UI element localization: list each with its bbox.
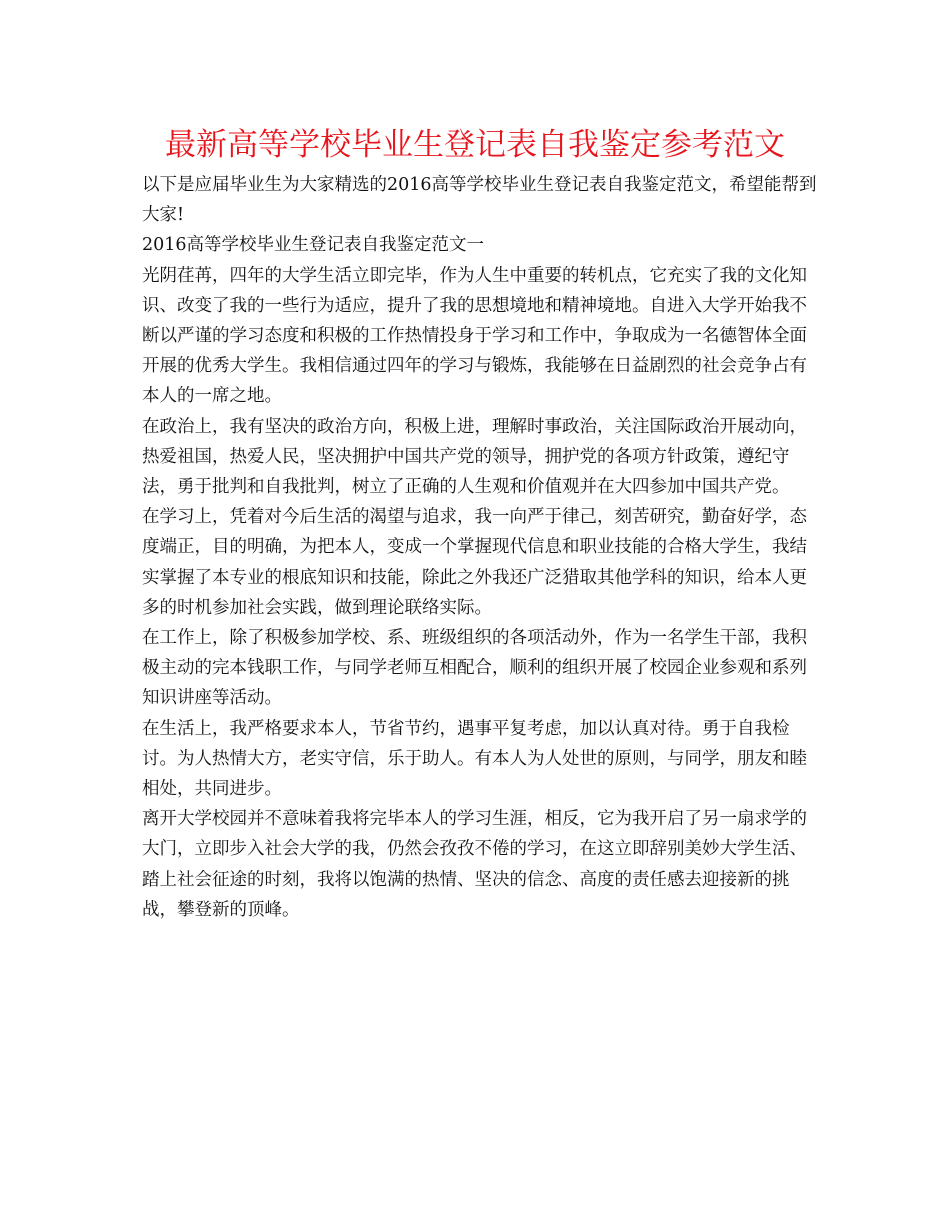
intro-paragraph: 以下是应届毕业生为大家精选的2016高等学校毕业生登记表自我鉴定范文，希望能帮到大家! [142, 175, 817, 226]
body-paragraph: 在生活上，我严格要求本人，节省节约，遇事平复考虑，加以认真对待。勇于自我检讨。为人热情大方，老实守信，乐于助人。有本人为人处世的原则，与同学，朋友和睦相处，共同进步。 [142, 718, 807, 800]
body-paragraph: 光阴荏苒，四年的大学生活立即完毕，作为人生中重要的转机点，它充实了我的文化知识、改变了我的一些行为适应，提升了我的思想境地和精神境地。自进入大学开始我不断以严谨的学习态度和积极的工作热情投身于学习和工作中，争取成为一名德智体全面开展的优秀大学生。我相信通过四年的学习与锻炼，我能够在日益剧烈的社会竞争占有本人的一席之地。 [142, 265, 807, 407]
body-paragraph: 在学习上，凭着对今后生活的渴望与追求，我一向严于律己，刻苦研究，勤奋好学，态度端正，目的明确，为把本人，变成一个掌握现代信息和职业技能的合格大学生，我结实掌握了本专业的根底知识和技能，除此之外我还广泛猎取其他学科的知识，给本人更多的时机参加社会实践，做到理论联络实际。 [142, 507, 807, 618]
body-paragraph: 在工作上，除了积极参加学校、系、班级组织的各项活动外，作为一名学生干部，我积极主动的完本钱职工作，与同学老师互相配合，顺利的组织开展了校园企业参观和系列知识讲座等活动。 [142, 628, 807, 709]
body-paragraph: 在政治上，我有坚决的政治方向，积极上进，理解时事政治，关注国际政治开展动向，热爱祖国，热爱人民，坚决拥护中国共产党的领导，拥护党的各项方针政策，遵纪守法，勇于批判和自我批判，树立了正确的人生观和价值观并在大四参加中国共产党。 [142, 416, 807, 498]
document-title: 最新高等学校毕业生登记表自我鉴定参考范文 [165, 127, 785, 163]
section-heading: 2016高等学校毕业生登记表自我鉴定范文一 [142, 235, 485, 256]
document-body [142, 170, 817, 925]
body-paragraph: 离开大学校园并不意味着我将完毕本人的学习生涯，相反，它为我开启了另一扇求学的大门，立即步入社会大学的我，仍然会孜孜不倦的学习，在这立即辞别美妙大学生活、踏上社会征途的时刻，我将以饱满的热情、坚决的信念、高度的责任感去迎接新的挑战，攀登新的顶峰。 [142, 809, 807, 920]
